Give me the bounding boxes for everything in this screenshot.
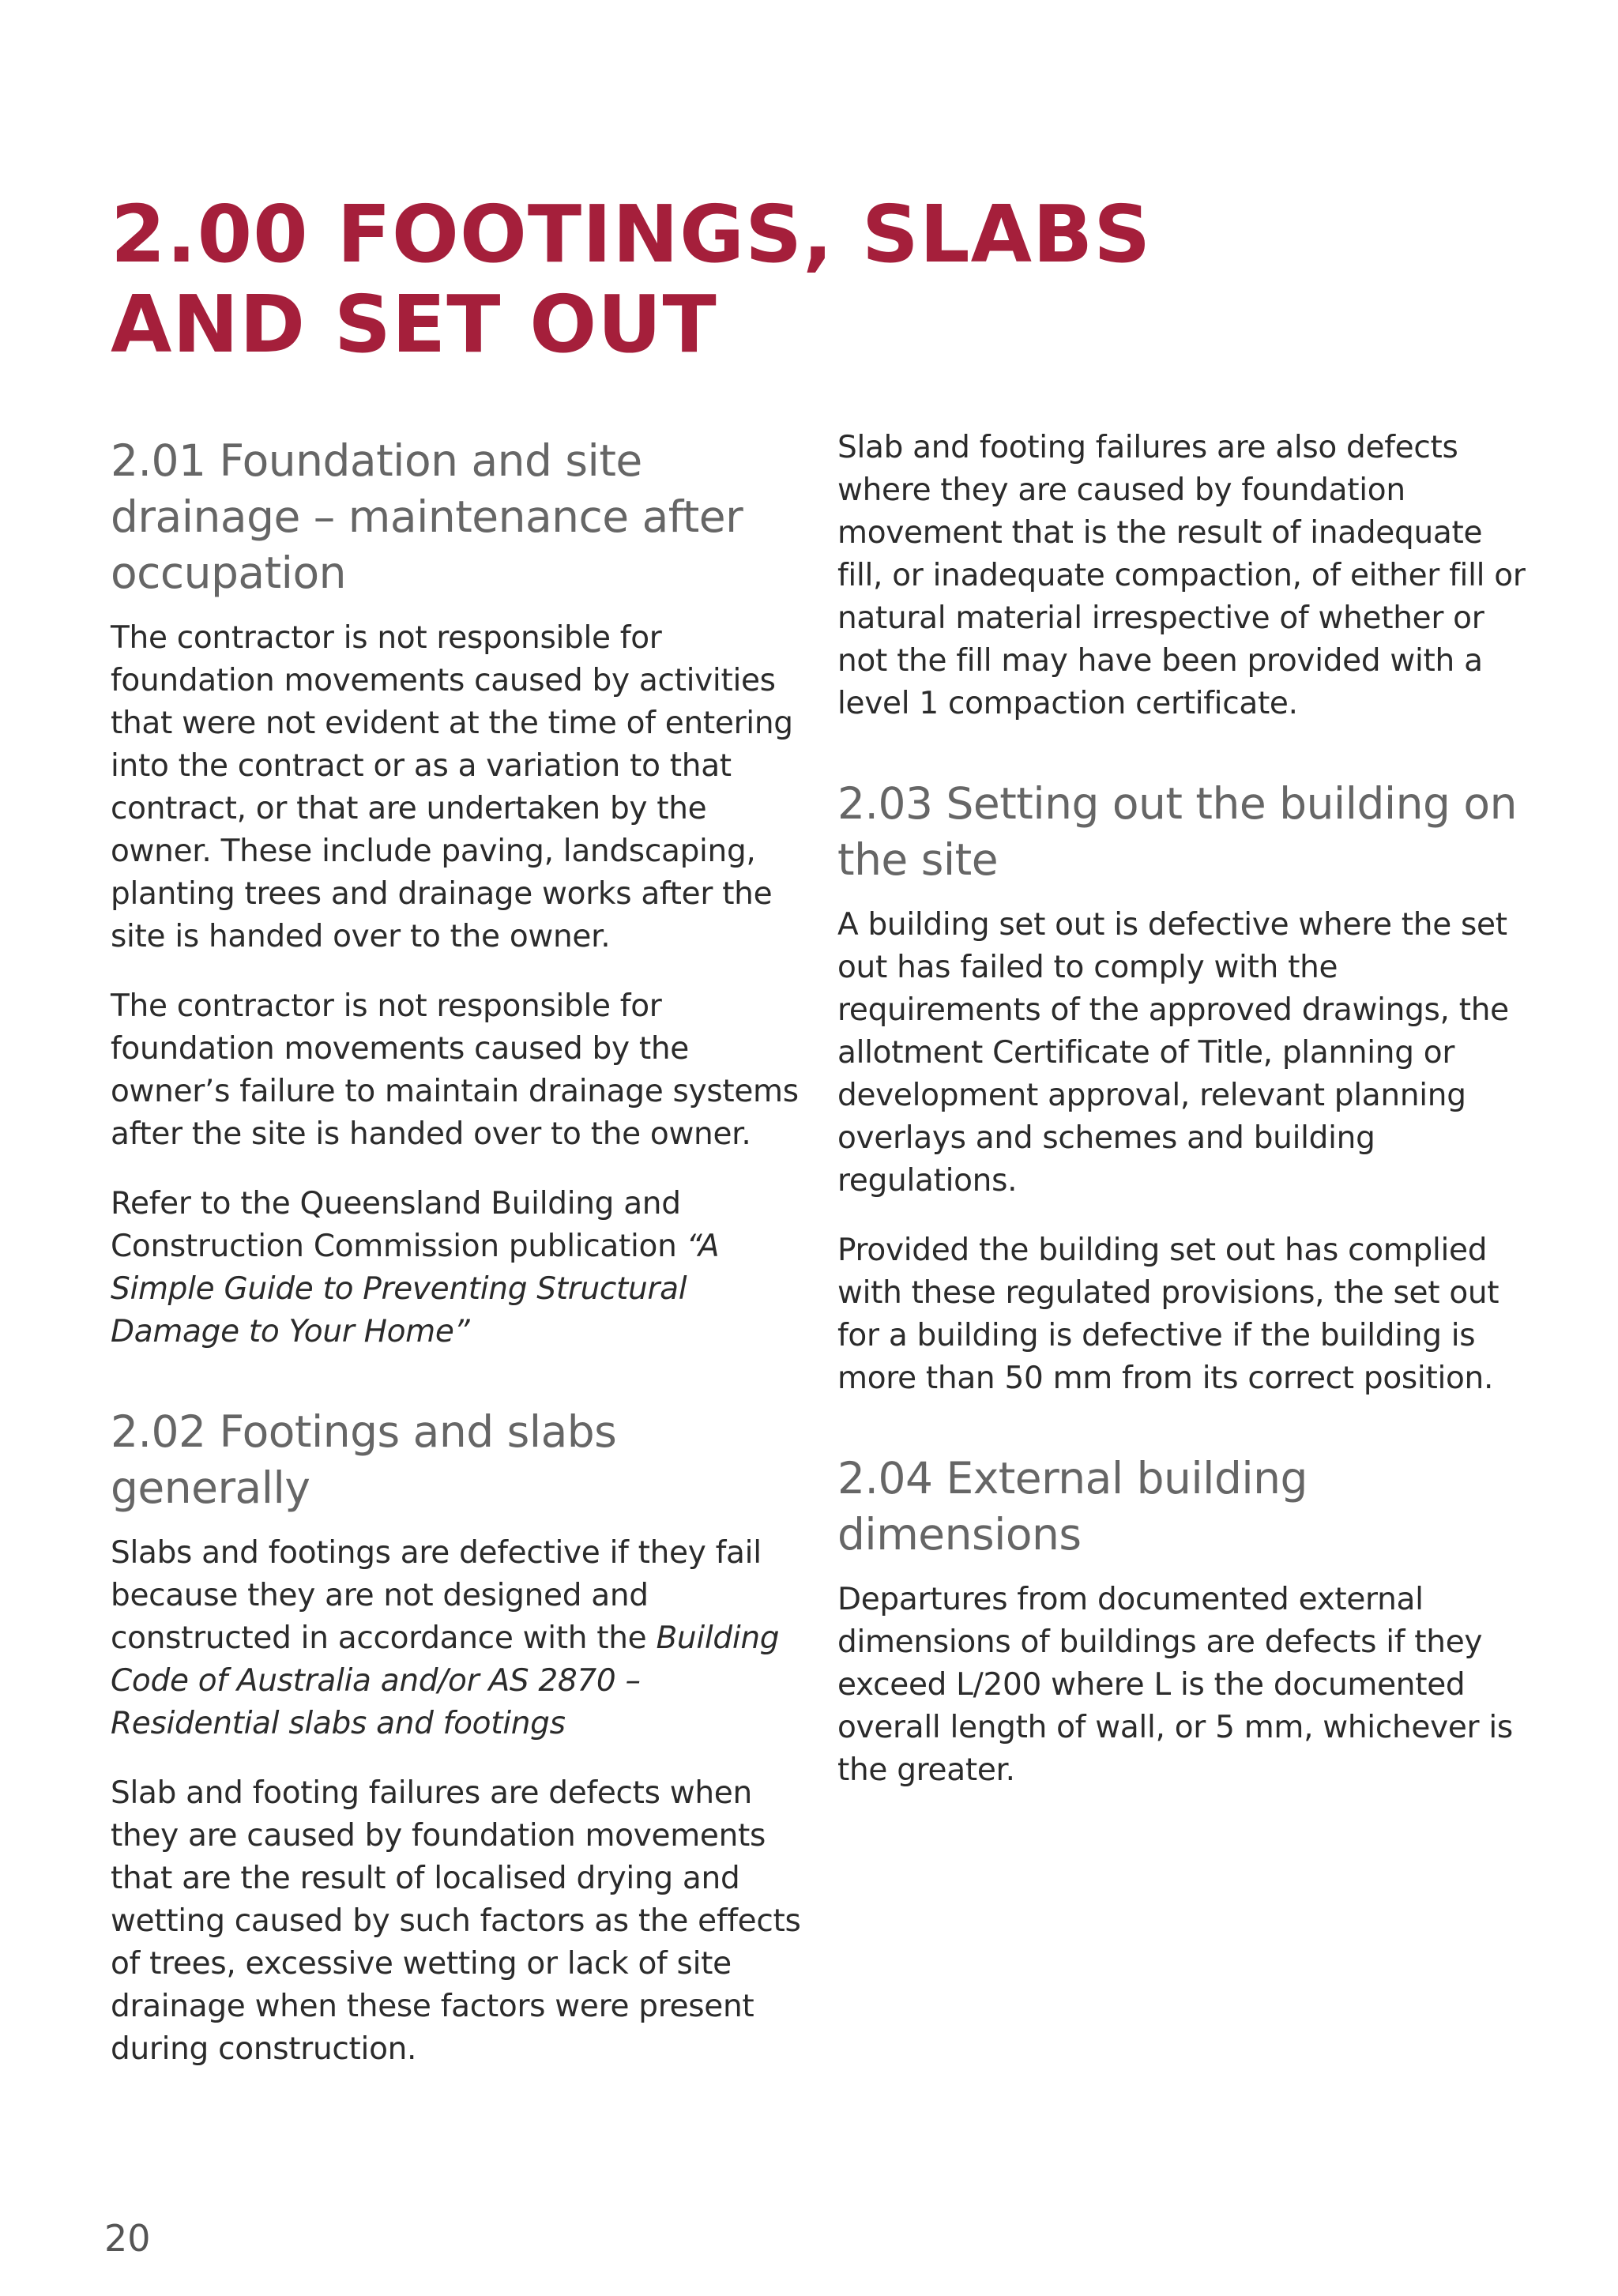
page-title-line-2: AND SET OUT (111, 278, 717, 371)
section-spacer (837, 1427, 1533, 1451)
page-title-line-1: 2.00 FOOTINGS, SLABS (111, 188, 1152, 280)
section-2-01-paragraph-3-text: Refer to the Queensland Building and Construction Commission publication (111, 1186, 687, 1264)
section-2-01-paragraph-1: The contractor is not responsible for foundation movements caused by activities that were not evident at the time of entering into the contract or as a variation to that contract, or that are undertaken by the owner. These include paving, landscaping, planting trees and drainage works after the site is handed over to the owner. (111, 620, 793, 954)
section-2-01-paragraph-3 (111, 1183, 806, 1353)
section-2-01-paragraph-2: The contractor is not responsible for foundation movements caused by the owner’s failure to maintain drainage systems after the site is handed over to the owner. (111, 988, 799, 1152)
page-title (111, 190, 1533, 370)
section-spacer (837, 752, 1533, 776)
section-2-04 (837, 1451, 1533, 1792)
section-spacer (111, 1380, 806, 1404)
right-column (837, 427, 1533, 1819)
section-2-03 (837, 776, 1533, 1400)
publication-title: “A Simple Guide to Preventing Structural Damage to Your Home” (111, 1229, 720, 1349)
section-2-03-heading: 2.03 Setting out the building on the site (837, 778, 1517, 885)
section-2-04-paragraph-1: Departures from documented external dimensions of buildings are defects if they exceed L/200 where L is the documented overall length of wall, or 5 mm, whichever is the greater. (837, 1582, 1513, 1788)
section-2-01-heading: 2.01 Foundation and site drainage – maintenance after occupation (111, 435, 743, 598)
section-2-02-paragraph-3: Slab and footing failures are also defects where they are caused by foundation movement that is the result of inadequate fill, or inadequate compaction, of either fill or natural material irrespective of whether or not the fill may have been provided with a level 1 compaction certificate. (837, 430, 1526, 721)
section-2-01 (111, 433, 806, 1353)
section-2-02-paragraph-1 (111, 1532, 806, 1745)
section-2-03-paragraph-1: A building set out is defective where the set out has failed to comply with the requirements of the approved drawings, the allotment Certificate of Title, planning or development approval, relevant planning overlays and schemes and building regulations. (837, 907, 1509, 1199)
section-2-02 (111, 1404, 806, 2071)
standard-reference: Building Code of Australia and/or AS 2870 – Residential slabs and footings (111, 1620, 780, 1741)
page-number: 20 (104, 2217, 151, 2260)
section-2-02-heading: 2.02 Footings and slabs generally (111, 1406, 617, 1513)
section-2-04-heading: 2.04 External building dimensions (837, 1453, 1308, 1560)
left-column (111, 433, 806, 2098)
section-2-02-continued (837, 427, 1533, 725)
section-2-03-paragraph-2: Provided the building set out has complied with these regulated provisions, the set out for a building is defective if the building is more than 50 mm from its correct position. (837, 1233, 1499, 1396)
section-2-02-paragraph-1-text: Slabs and footings are defective if they fail because they are not designed and constructed in accordance with the (111, 1535, 762, 1656)
section-2-02-paragraph-2: Slab and footing failures are defects when they are caused by foundation movements that are the result of localised drying and wetting caused by such factors as the effects of trees, excessive wetting or lack of site drainage when these factors were present during construction. (111, 1775, 801, 2067)
